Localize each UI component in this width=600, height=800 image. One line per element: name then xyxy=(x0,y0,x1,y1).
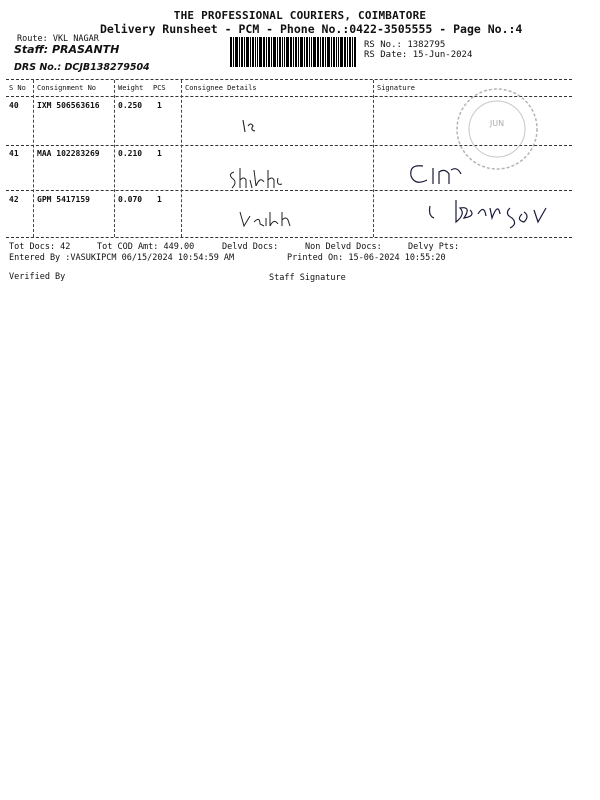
staff-label: Staff: PRASANTH xyxy=(14,43,120,56)
total-cod-amount: Tot COD Amt: 449.00 xyxy=(97,242,195,252)
table-row-weight: 0.250 xyxy=(118,101,143,110)
column-divider xyxy=(114,80,115,237)
date-stamp xyxy=(452,84,542,174)
column-divider xyxy=(33,80,34,237)
non-delivered-docs: Non Delvd Docs: xyxy=(305,242,382,252)
table-row-weight: 0.210 xyxy=(118,149,143,158)
handwritten-mark-row40 xyxy=(238,116,260,138)
table-row-weight: 0.070 xyxy=(118,195,143,204)
company-name: THE PROFESSIONAL COURIERS, COIMBATORE xyxy=(173,9,427,22)
column-divider xyxy=(373,80,374,237)
table-row-pcs: 1 xyxy=(157,149,162,158)
handwritten-mark-row42 xyxy=(236,208,300,232)
col-header-weight: Weight xyxy=(118,84,144,92)
table-row-consignment: MAA 102283269 xyxy=(37,149,100,158)
column-divider xyxy=(181,80,182,237)
table-top-rule xyxy=(6,79,572,80)
col-header-consignment: Consignment No xyxy=(37,84,97,92)
barcode xyxy=(230,37,356,67)
stamp-month: JUN xyxy=(489,119,505,128)
col-header-pcs: PCS xyxy=(153,84,166,92)
drs-number: DRS No.: DCJB138279504 xyxy=(14,62,150,73)
entered-by: Entered By :VASUKIPCM 06/15/2024 10:54:59 AM xyxy=(9,253,235,263)
table-row-pcs: 1 xyxy=(157,101,162,110)
staff-signature-label: Staff Signature xyxy=(269,273,346,283)
rs-number: RS No.: 1382795 xyxy=(364,40,446,50)
table-row-sno: 41 xyxy=(9,149,19,158)
delivery-points: Delvy Pts: xyxy=(408,242,460,252)
handwritten-mark-row41 xyxy=(226,166,296,192)
table-row-consignment: IXM 506563616 xyxy=(37,101,100,110)
rs-date: RS Date: 15-Jun-2024 xyxy=(364,50,473,60)
verified-by: Verified By xyxy=(9,272,66,282)
runsheet-title: Delivery Runsheet - PCM - Phone No.:0422-3505555 - Page No.:4 xyxy=(100,22,523,36)
col-header-signature: Signature xyxy=(377,84,415,92)
printed-on: Printed On: 15-06-2024 10:55:20 xyxy=(287,253,446,263)
delivered-docs: Delvd Docs: xyxy=(222,242,279,252)
route-label: Route: VKL NAGAR xyxy=(17,34,99,44)
col-header-sno: S No xyxy=(9,84,26,92)
total-docs: Tot Docs: 42 xyxy=(9,242,71,252)
col-header-consignee: Consignee Details xyxy=(185,84,257,92)
signature-row42 xyxy=(426,196,556,232)
table-row-pcs: 1 xyxy=(157,195,162,204)
table-bottom-rule xyxy=(6,237,572,238)
table-row-sno: 40 xyxy=(9,101,19,110)
table-row-sno: 42 xyxy=(9,195,19,204)
table-row-consignment: GPM 5417159 xyxy=(37,195,90,204)
